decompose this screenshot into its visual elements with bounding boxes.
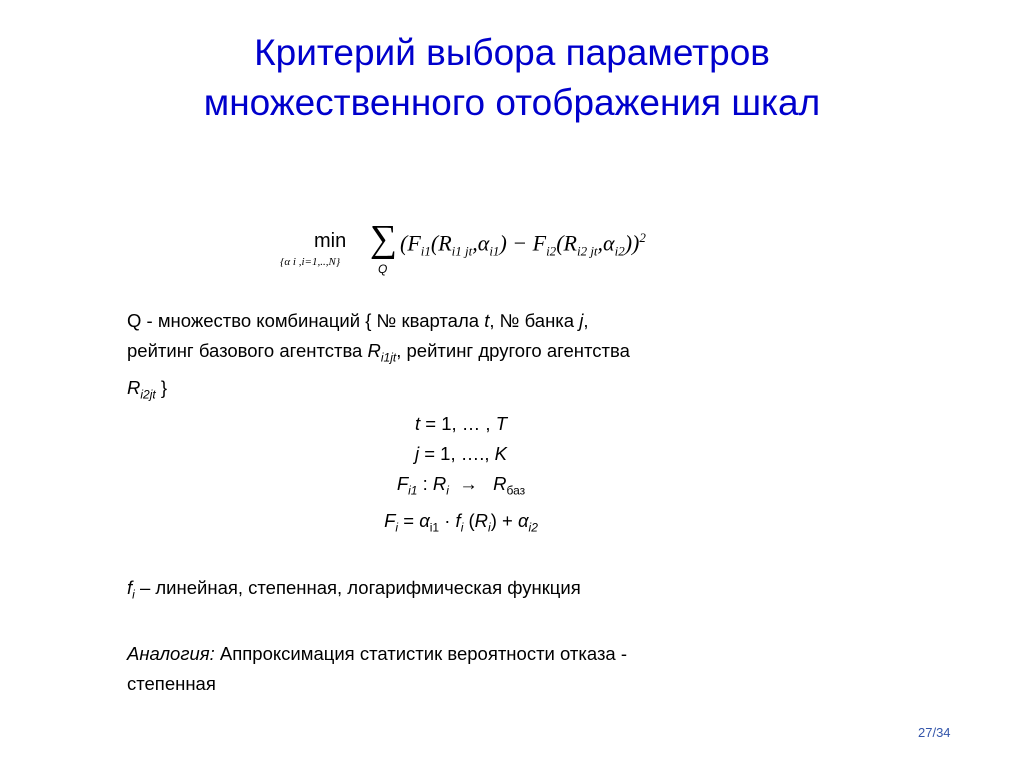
formula-open-r2: (R (556, 230, 577, 256)
formula-power: 2 (639, 230, 646, 245)
q-def-text-4: рейтинг базового агентства (127, 340, 368, 361)
analogy-line-1 (127, 639, 787, 669)
formula-sub-alpha-i1: i1 (489, 243, 500, 259)
cond-var-T: T (495, 413, 508, 435)
q-definition-line-3 (127, 373, 787, 410)
cond-fi1-r2-sub: баз (506, 484, 526, 499)
analogy-label: Аналогия: (127, 643, 215, 665)
spacer (127, 609, 787, 639)
cond-fi1-f: F (396, 473, 409, 495)
cond-fi1-r2: R (493, 473, 507, 495)
q-def-sub-i1jt: i1jt (380, 350, 397, 365)
cond-var-t: t (414, 413, 421, 435)
formula-sub-i1: i1 (420, 243, 431, 259)
page-number: 27/34 (918, 725, 951, 740)
formula-sub-i1jt: i1 jt (451, 243, 473, 259)
cond-fi1-arrow: → (448, 473, 494, 495)
slide-title-line-2: множественного отображения шкал (203, 82, 821, 123)
cond-var-K: K (494, 443, 508, 465)
spacer (127, 543, 787, 573)
cond-fi-r-sub: i (488, 520, 491, 535)
q-definition-line-2 (127, 336, 787, 373)
q-def-sub-i2jt: i2jt (140, 387, 156, 402)
formula-sigma-symbol: ∑ (370, 218, 398, 260)
formula-sub-i2: i2 (546, 243, 557, 259)
cond-fi-dot: · (439, 510, 456, 532)
cond-j-rest: = 1, …., (419, 443, 495, 465)
cond-fi-alpha: α (419, 510, 430, 532)
cond-fi1-r: R (432, 473, 447, 495)
slide-title-line-1: Критерий выбора параметров (254, 32, 770, 73)
formula-sum-subscript: Q (378, 262, 388, 276)
formula-summand (400, 230, 646, 260)
condition-j-range (127, 439, 787, 469)
analogy-text: Аппроксимация статистик вероятности отказа - (214, 643, 628, 665)
cond-fi-sub: i (395, 520, 399, 535)
condition-t-range (127, 409, 787, 439)
q-def-var-j: j (579, 310, 584, 331)
condition-fi1-mapping (127, 469, 787, 506)
cond-fi1-sub: i1 (408, 484, 418, 499)
note-var-f-sub: i (132, 587, 135, 602)
q-definition-line-1 (127, 306, 787, 336)
q-def-text-1: Q - множество комбинаций { № квартала (127, 310, 485, 331)
q-def-var-r1: R (367, 340, 381, 361)
analogy-line-2: степенная (127, 673, 216, 695)
cond-t-rest: = 1, … , (420, 413, 496, 435)
slide-body (127, 306, 787, 699)
formula-sub-alpha-i2: i2 (614, 243, 625, 259)
slide-title (0, 28, 1024, 128)
cond-fi-paren-close: ) + (490, 510, 518, 532)
formula-minus-f2: ) − F (499, 230, 547, 256)
q-def-text-5: , рейтинг другого агентства (396, 340, 630, 361)
cond-fi-r: R (474, 510, 489, 532)
q-def-text-2: , № банка (489, 310, 580, 331)
formula-open-r1: (R (430, 230, 452, 256)
formula-sub-i2jt: i2 jt (576, 243, 598, 259)
cond-fi1-r-sub: i (446, 484, 449, 499)
cond-fi-paren-open: ( (463, 510, 475, 532)
cond-fi-f: F (384, 510, 396, 532)
condition-fi-definition (127, 506, 787, 543)
cond-fi-alpha2-sub: i2 (528, 520, 538, 535)
cond-fi1-colon: : (417, 473, 433, 495)
objective-formula (268, 218, 768, 284)
cond-fi-alpha-sub: i1 (429, 520, 440, 535)
cond-var-j: j (414, 443, 420, 465)
q-def-text-6: } (155, 376, 168, 398)
q-def-text-3: , (583, 310, 589, 331)
cond-fi-alpha2: α (517, 510, 529, 532)
formula-open-f1: (F (400, 230, 421, 256)
cond-fi-small-f: f (455, 510, 461, 532)
q-def-var-r2: R (127, 376, 141, 398)
note-var-f: f (127, 576, 133, 598)
formula-min: min (314, 230, 347, 252)
cond-fi-eq: = (398, 510, 420, 532)
q-def-var-t: t (484, 310, 490, 331)
formula-alpha1: ,α (472, 230, 490, 256)
formula-min-subscript: {α i ,i=1,..,N} (280, 256, 341, 268)
note-text: – линейная, степенная, логарифмическая функция (134, 576, 581, 598)
formula-alpha2: ,α (597, 230, 615, 256)
formula-close: )) (624, 230, 640, 256)
cond-fi-small-f-sub: i (460, 520, 464, 535)
functions-note (127, 573, 787, 610)
